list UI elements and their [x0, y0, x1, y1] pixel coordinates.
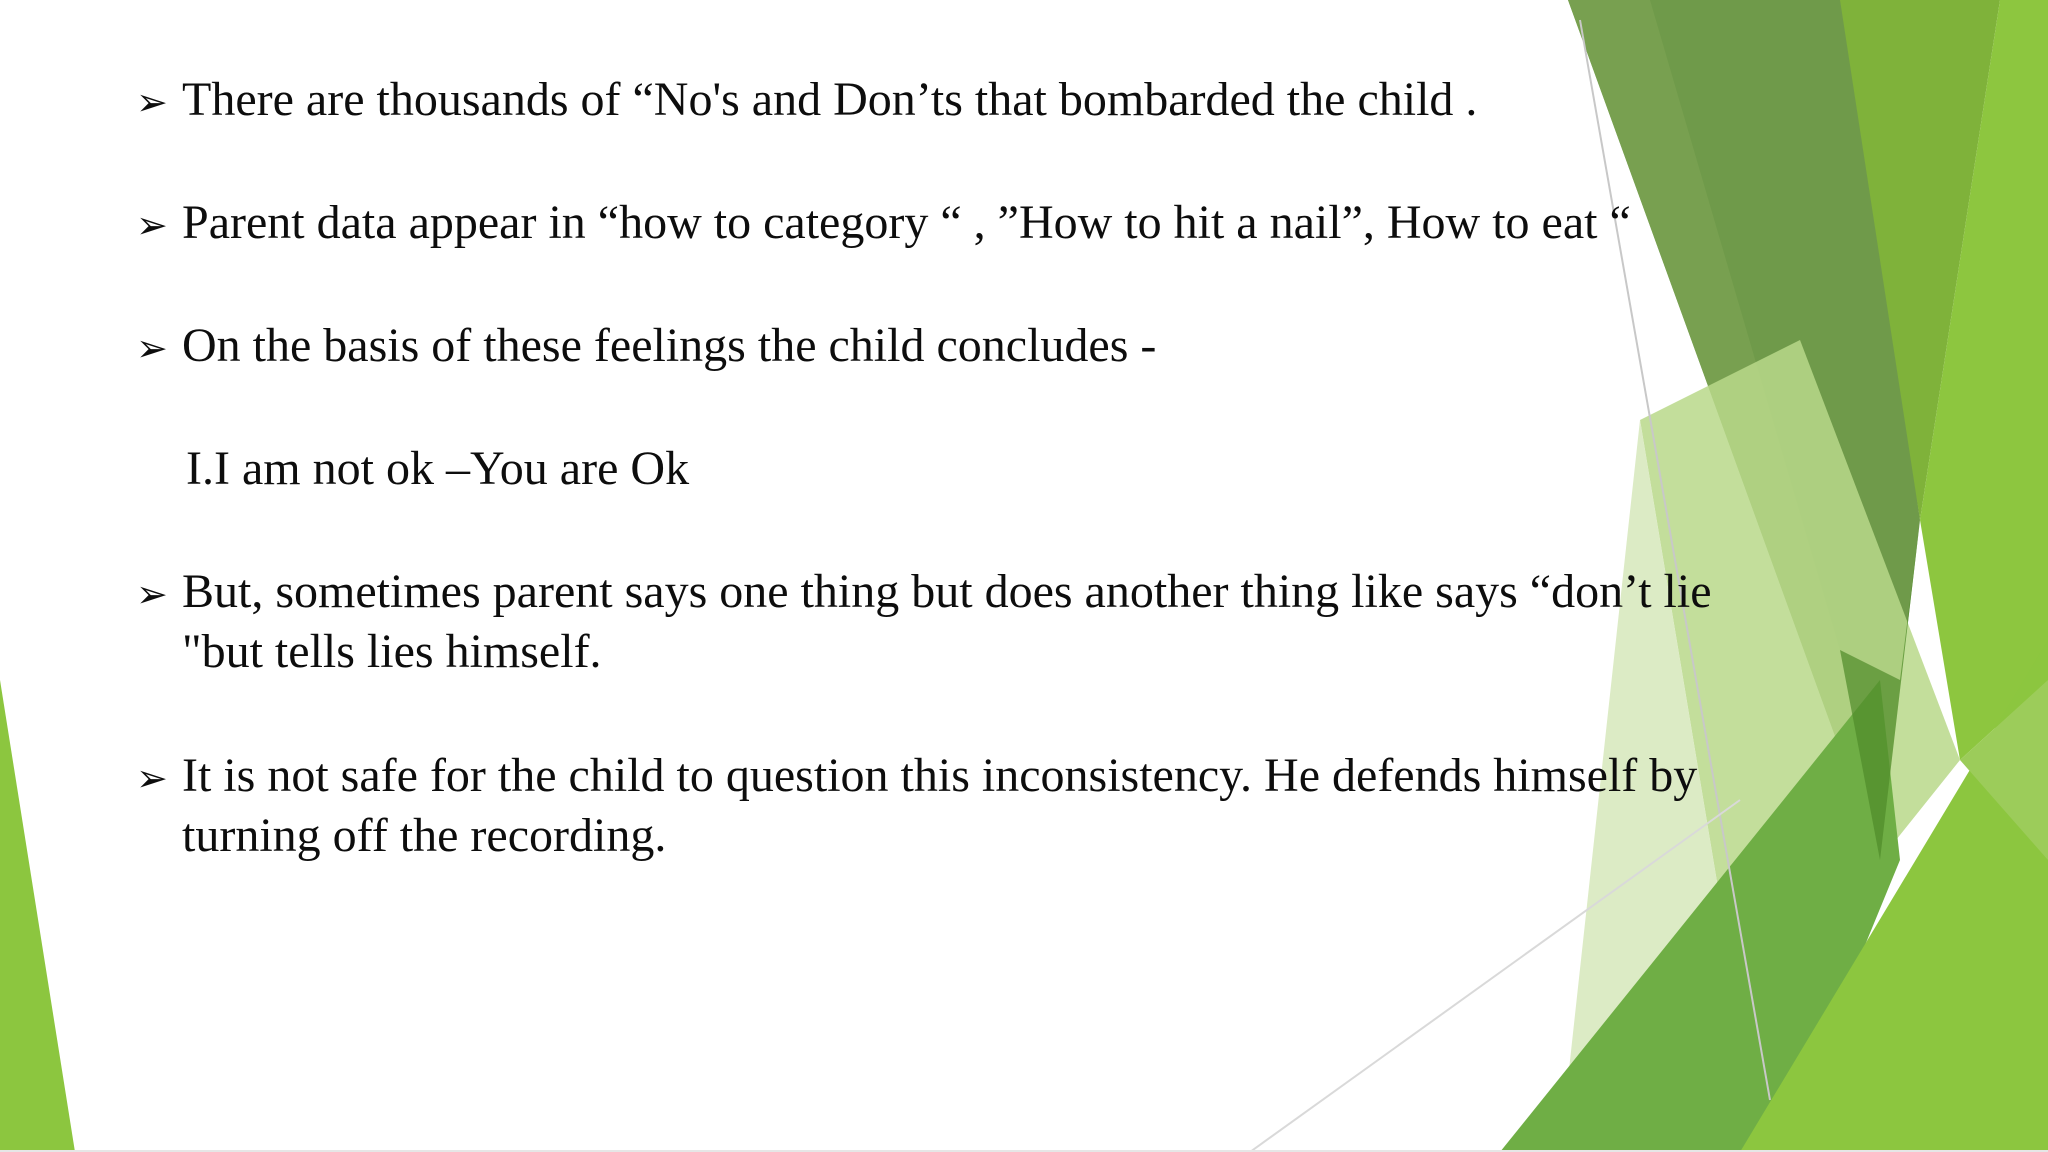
arrow-bullet-icon: ➢ [136, 326, 168, 370]
bullet-text-1: There are thousands of “No's and Don’ts that bombarded the child . [182, 73, 1478, 126]
bullet-text-3: On the basis of these feelings the child concludes - [182, 319, 1157, 372]
bullet-text-4-line-1: But, sometimes parent says one thing but does another thing like says “don’t lie [182, 565, 1712, 618]
bullet-text-4-line-2: "but tells lies himself. [182, 625, 602, 678]
bullet-text-2: Parent data appear in “how to category “ , ”How to hit a nail”, How to eat “ [182, 196, 1631, 249]
bullet-text-5-line-2: turning off the recording. [182, 809, 667, 862]
arrow-bullet-icon: ➢ [136, 203, 168, 247]
arrow-bullet-icon: ➢ [136, 80, 168, 124]
arrow-bullet-icon: ➢ [136, 756, 168, 800]
bullet-text-5-line-1: It is not safe for the child to question this inconsistency. He defends himself by [182, 749, 1698, 802]
sub-item-text: I.I am not ok –You are Ok [186, 442, 690, 495]
arrow-bullet-icon: ➢ [136, 572, 168, 616]
